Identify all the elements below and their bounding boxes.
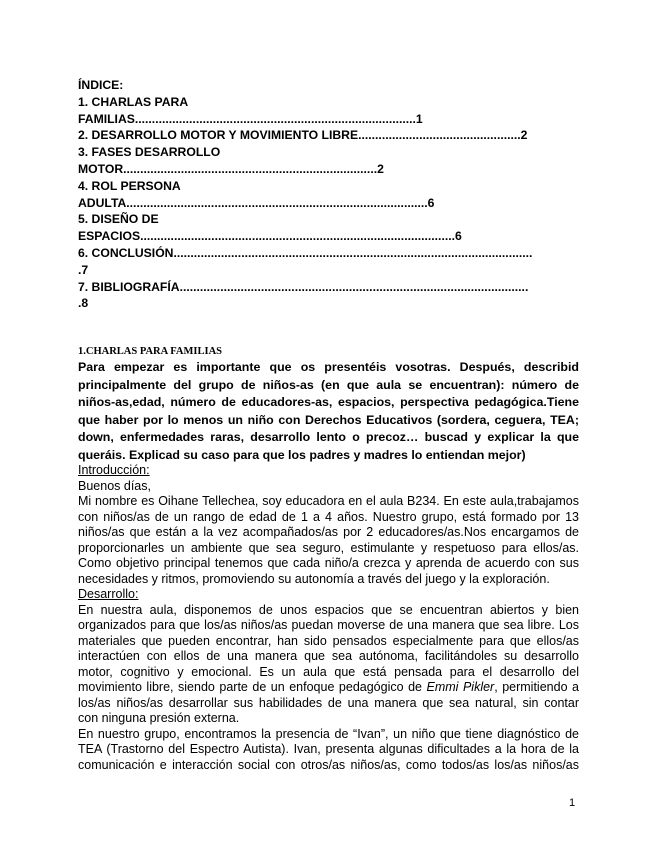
- prompt-line: queráis. Explicad su caso para que los padres y madres lo entiendan mejor): [78, 447, 526, 462]
- toc-entry-line: MOTOR...........................................................................2: [78, 161, 384, 176]
- toc-entry-line: FAMILIAS...................................................................................1: [78, 111, 423, 126]
- toc-entry-line: 7. BIBLIOGRAFÍA.......................................................................................................: [78, 279, 529, 294]
- prompt-line: principalmente del grupo de niños-as (en que aula se encuentran): número de: [78, 377, 579, 392]
- toc-title: ÍNDICE:: [78, 78, 124, 92]
- page-number: 1: [569, 797, 576, 809]
- body-line: necesidades y ritmos, promoviendo su autonomía a través del juego y la exploración.: [78, 571, 550, 586]
- assignment-prompt: [78, 359, 579, 465]
- body-line: con ninguna presión externa.: [78, 711, 240, 725]
- toc-entry-line: ESPACIOS.............................................................................................6: [78, 229, 462, 244]
- toc-entry-line: 4. ROL PERSONA: [78, 178, 181, 193]
- toc-entry-line: 1. CHARLAS PARA: [78, 94, 189, 109]
- body-line: los/as niños/as desarrollar sus habilidades de una manera que sea natural, sin contar: [78, 695, 579, 710]
- table-of-contents: [78, 77, 583, 312]
- toc-entry-line: 5. DISEÑO DE: [78, 212, 159, 227]
- body-line: Mi nombre es Oihane Tellechea, soy educadora en el aula B234. En este aula,trabajamos: [78, 494, 579, 508]
- emphasized-name: Emmi Pikler: [426, 680, 495, 694]
- prompt-line: que haber por lo menos un niño con Derechos Educativos (sordera, ceguera, TEA;: [78, 412, 579, 427]
- toc-entry-line: 2. DESARROLLO MOTOR Y MOVIMIENTO LIBRE................................................2: [78, 128, 528, 143]
- section-title: 1.CHARLAS PARA FAMILIAS: [78, 346, 222, 357]
- body-line: interactúen con ellos de una manera que sea autónoma, facilitándoles su desarrollo: [78, 649, 579, 663]
- body-line: organizados para que los/as niños/as puedan moverse de una manera que sea libre. Los: [78, 618, 579, 632]
- toc-entry-line: 3. FASES DESARROLLO: [78, 145, 221, 160]
- toc-entry-line: .7: [78, 262, 89, 277]
- intro-heading: Introducción:: [78, 463, 150, 477]
- body-line: En nuestra aula, disponemos de unos espacios que se encuentran abiertos y bien: [78, 602, 579, 617]
- body-line: TEA (Trastorno del Espectro Autista). Ivan, presenta algunas dificultades a la hora de la: [78, 742, 579, 756]
- body-line: materiales que pueden encontrar, han sido pensados especialmente para que ellos/as: [78, 633, 579, 648]
- prompt-line: Para empezar es importante que os presentéis vosotras. Después, describid: [78, 360, 579, 374]
- body-line: motor, cognitivo y emocional. Es un aula que está pensada para el desarrollo del: [78, 664, 579, 679]
- body-line-fragment: movimiento libre, siendo parte de un enfoque pedagógico de: [78, 680, 422, 694]
- prompt-line: niños-as,edad, número de educadores-as, espacios, perspectiva pedagógica.Tiene: [78, 395, 579, 410]
- body-line: Buenos días,: [78, 478, 151, 493]
- prompt-line: down, enfermedades raras, desarrollo lento o precoz… buscad y explicar la que: [78, 430, 579, 445]
- body-line: En nuestro grupo, encontramos la presencia de “Ivan”, un niño que tiene diagnóstico de: [78, 726, 579, 741]
- toc-entry-line: ADULTA.........................................................................................6: [78, 195, 435, 210]
- body-line-with-emphasis: [78, 680, 579, 696]
- body-line: Como objetivo principal tenemos que cada niño/a crezca y aprenda de acuerdo con sus: [78, 556, 579, 570]
- body-line: niños/as que están a la vez acompañados/as por 2 educadores/as.Nos encargamos de: [78, 525, 579, 539]
- body-line: con niños/as de un rango de edad de 1 a 4 años. Nuestro grupo, está formado por 13: [78, 509, 579, 524]
- body-line-fragment: , permitiendo a: [494, 680, 579, 694]
- body-line: proporcionarles un ambiente que sea seguro, estimulante y respetuoso para ellos/as.: [78, 540, 579, 555]
- toc-entry-line: .8: [78, 296, 89, 311]
- body-line: comunicación e interacción social con otros/as niños/as, como todos/as los/as niños/as: [78, 757, 579, 772]
- toc-entry-line: 6. CONCLUSIÓN..........................................................................................................: [78, 245, 533, 260]
- body-text: [78, 463, 579, 773]
- development-heading: Desarrollo:: [78, 587, 139, 601]
